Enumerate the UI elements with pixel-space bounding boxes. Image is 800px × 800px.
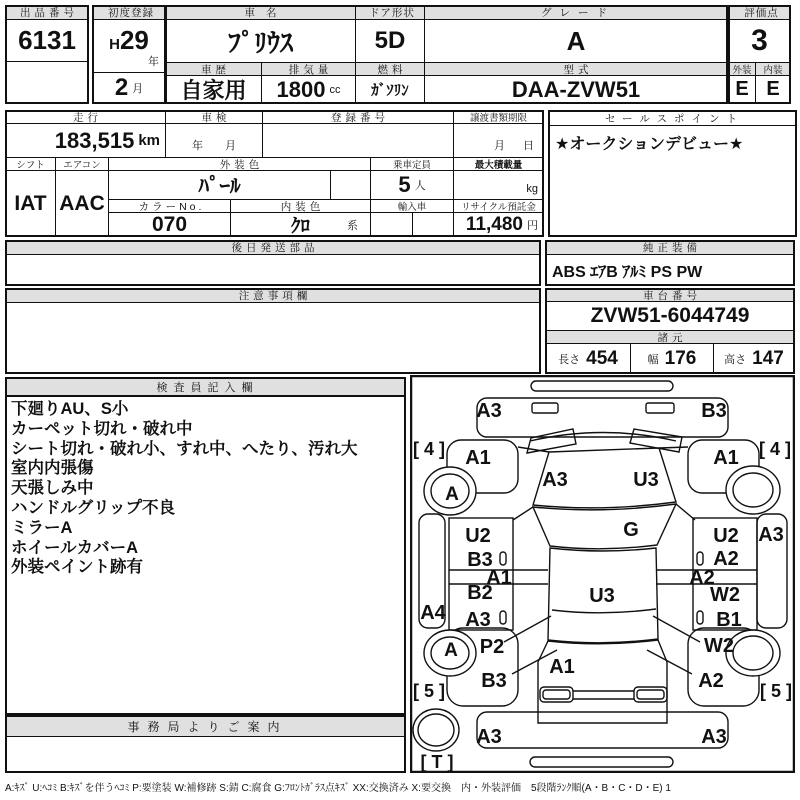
shift-header: シフト [5,157,56,171]
headlight-left [532,403,558,413]
interior-color-name: ｸﾛ [290,216,310,237]
taillight-right [634,687,667,702]
reg-no-header: 登録番号 [262,110,454,124]
score-header: 評価点 [728,5,791,20]
front-top-bar [531,381,673,391]
mileage-unit: km [138,132,160,149]
mileage-value [5,123,166,158]
recycle-header: リサイクル預託金 [453,199,544,213]
transfer-day-label: 日 [523,140,534,152]
interior-color-value [230,212,371,237]
damage-hood-left: A3 [542,469,568,491]
later-parts-header: 後日発送部品 [5,240,541,255]
damage-rear-bumper-right: A3 [701,726,727,748]
first-reg-year: 29 [119,24,149,55]
interior-grade: E [755,75,791,104]
car-damage-diagram [410,375,795,773]
damage-door-front-right-1: U2 [713,525,739,547]
rear-bottom-bar [530,757,673,767]
windshield [533,504,676,549]
door-value: 5D [355,19,425,63]
aircon-value: AAC [55,170,109,237]
damage-quarter-left-1: P2 [479,636,505,658]
exterior-grade: E [728,75,756,104]
inspector-notes [5,396,406,715]
displacement-unit: cc [329,83,341,96]
shaken-header: 車検 [165,110,263,124]
front-bumper [477,398,728,437]
roof-rear-divider [552,609,656,613]
fuel-value: ｶﾞｿﾘﾝ [355,75,425,104]
fuel-header: 燃料 [355,62,425,76]
shift-value: IAT [5,170,56,237]
max-load-header: 最大積載量 [453,157,544,171]
caution-content [5,302,541,374]
taillight-left [540,687,573,702]
damage-trunk: A1 [549,656,575,678]
import-value-a [370,212,413,237]
spare-tire [413,709,459,751]
reg-no-value [262,123,454,158]
exterior-color-header: 外装色 [108,157,371,171]
displacement-value [261,75,356,104]
auction-no-value: 6131 [5,19,89,62]
inspector-header: 検査員記入欄 [5,377,406,396]
chassis-no-value: ZVW51-6044749 [545,301,795,331]
taillight-bar [573,691,634,699]
import-value-b [412,212,454,237]
damage-rocker-right: A3 [758,524,784,546]
spec-height-value: 147 [752,347,784,369]
car-name-value: ﾌﾟﾘｳｽ [165,19,356,63]
damage-roof: U3 [589,585,615,607]
recycle-unit: 円 [527,219,538,232]
damage-fender-front-left: A1 [465,447,491,469]
damage-rocker-left: A4 [420,602,446,624]
taillight-right-inner [637,690,664,699]
damage-door-front-left-1: U2 [465,525,491,547]
shaken-month-label: 月 [225,140,236,152]
spec-width-cell [630,343,714,374]
damage-front-bumper-left: A3 [476,400,502,422]
tread-rear-right: [ 5 ] [759,681,793,701]
damage-quarter-right-1: W2 [704,635,734,657]
spec-length-label: 長さ [558,353,581,366]
damage-wheel-rear-left: A [444,640,458,661]
auction-no-empty-cell [5,61,89,104]
inspector-note-line: 室内内張傷 [11,459,94,478]
damage-door-rear-right-1: W2 [710,584,740,606]
transfer-month-label: 月 [494,140,505,152]
door-handle-rl [500,611,506,624]
damage-door-front-left-2: B3 [467,549,493,571]
inspector-note-line: 外装ペイント跡有 [11,558,143,577]
damage-door-rear-right-2: B1 [716,609,742,631]
sales-point-content [548,125,797,237]
damage-windshield: G [623,519,639,541]
capacity-value [370,170,454,200]
max-load-value [453,170,544,200]
inspector-note-line: ホイールカバーA [11,538,139,557]
era-letter: H [109,35,120,53]
capacity-header: 乗車定員 [370,157,454,171]
door-handle-fl [500,552,506,565]
history-header: 車歴 [165,62,262,76]
damage-quarter-right-2: A2 [698,670,724,692]
damage-pillar-right: A2 [689,567,715,589]
capacity-unit: 人 [414,180,426,192]
damage-wheel-front-left: A [445,484,459,505]
first-reg-header: 初度登録 [92,5,166,20]
recycle-value [453,212,544,237]
damage-pillar-left: A1 [486,567,512,589]
inspector-note-line: ハンドルグリップ不良 [11,498,176,517]
color-no-value: 070 [108,212,231,237]
spec-width-label: 幅 [647,353,659,366]
car-name-header: 車 名 [165,5,356,20]
spec-length-value: 454 [586,347,618,369]
month-unit: 月 [132,83,144,95]
first-reg-month-cell [92,72,166,104]
color-no-header: カラーNo. [108,199,231,213]
displacement-number: 1800 [276,76,326,102]
spare-tire-label: [ T ] [420,752,454,772]
equipment-text: ABS ｴｱB ｱﾙﾐ PS PW [552,263,703,281]
door-handle-rr [697,611,703,624]
sales-point-text: ★オークションデビュー★ [555,136,744,153]
tread-front-left: [ 4 ] [412,439,446,459]
equipment-value [545,254,795,286]
grade-value: A [424,19,728,63]
mileage-header: 走行 [5,110,166,124]
tread-front-right: [ 4 ] [758,439,792,459]
capacity-number: 5 [398,172,411,197]
office-content [5,736,406,773]
damage-hood-right: U3 [633,469,659,491]
recycle-number: 11,480 [465,213,523,235]
damage-door-rear-left-1: B2 [467,582,493,604]
taillight-left-inner [543,690,570,699]
inspector-note-line: 天張しみ中 [11,479,94,498]
spec-height-label: 高さ [724,353,747,366]
sales-point-header: セールスポイント [548,110,797,126]
shaken-year-label: 年 [192,140,203,152]
inspector-note-line: カーペット切れ・破れ中 [11,419,193,438]
score-value: 3 [728,19,791,63]
transfer-deadline-header: 譲渡書類期限 [453,110,544,124]
spec-width-value: 176 [664,347,697,369]
later-parts-content [5,254,541,286]
auction-no-header: 出品番号 [5,5,89,20]
history-value: 自家用 [165,75,262,104]
spec-header: 諸元 [545,330,795,344]
year-unit: 年 [148,56,159,68]
aircon-header: エアコン [55,157,109,171]
mileage-number: 183,515 [54,127,135,153]
exterior-color-value: ﾊﾟｰﾙ [108,170,331,200]
a-pillar-lines [513,504,695,520]
door-handle-fr [697,552,703,565]
spec-length-cell [545,343,631,374]
tread-rear-left: [ 5 ] [412,681,446,701]
transfer-deadline-value [453,123,544,158]
inspector-note-line: シート切れ・破れ小、すれ中、へたり、汚れ大 [11,439,358,458]
max-load-unit: kg [526,183,538,195]
import-header: 輸入車 [370,199,454,213]
first-reg-month: 2 [114,74,129,101]
inspector-note-line: ミラーA [11,518,73,537]
inspector-note-line: 下廻りAU、S小 [11,400,129,418]
interior-color-header: 内装色 [230,199,371,213]
caution-header: 注意事項欄 [5,288,541,303]
displacement-header: 排気量 [261,62,356,76]
office-header: 事務局よりご案内 [5,715,406,737]
model-code-value: DAA-ZVW51 [424,75,728,104]
grade-header: グレード [424,5,728,20]
door-header: ドア形状 [355,5,425,20]
headlight-right [646,403,674,413]
shaken-value [165,123,263,158]
exterior-color-empty [330,170,371,200]
damage-code-legend: A:ｷｽﾞ U:ﾍｺﾐ B:ｷｽﾞを伴うﾍｺﾐ P:要塗装 W:補修跡 S:錆 C:腐食 G:ﾌﾛﾝﾄｶﾞﾗｽ点ｷｽﾞ XX:交換済み X:要交換 内・外装評価 5段階ﾗﾝｸ順(A・B・C・D・E) 1 [5,783,671,794]
damage-fender-front-right: A1 [713,447,739,469]
damage-rear-bumper-left: A3 [476,726,502,748]
interior-color-suffix: 系 [347,219,358,232]
wheel-rear-right [726,630,780,676]
first-reg-year-cell [92,19,166,73]
damage-quarter-left-2: B3 [481,670,507,692]
damage-door-rear-left-2: A3 [465,609,491,631]
exterior-header: 外装 [728,62,756,76]
trunk [538,640,667,723]
equipment-header: 純正装備 [545,240,795,255]
damage-door-front-right-2: A2 [713,548,739,570]
interior-header: 内装 [755,62,791,76]
c-pillar-lines [504,616,700,674]
rear-bumper [477,712,728,748]
chassis-no-header: 車台番号 [545,288,795,302]
damage-front-bumper-right: B3 [701,400,727,422]
model-code-header: 型式 [424,62,728,76]
spec-height-cell [713,343,795,374]
